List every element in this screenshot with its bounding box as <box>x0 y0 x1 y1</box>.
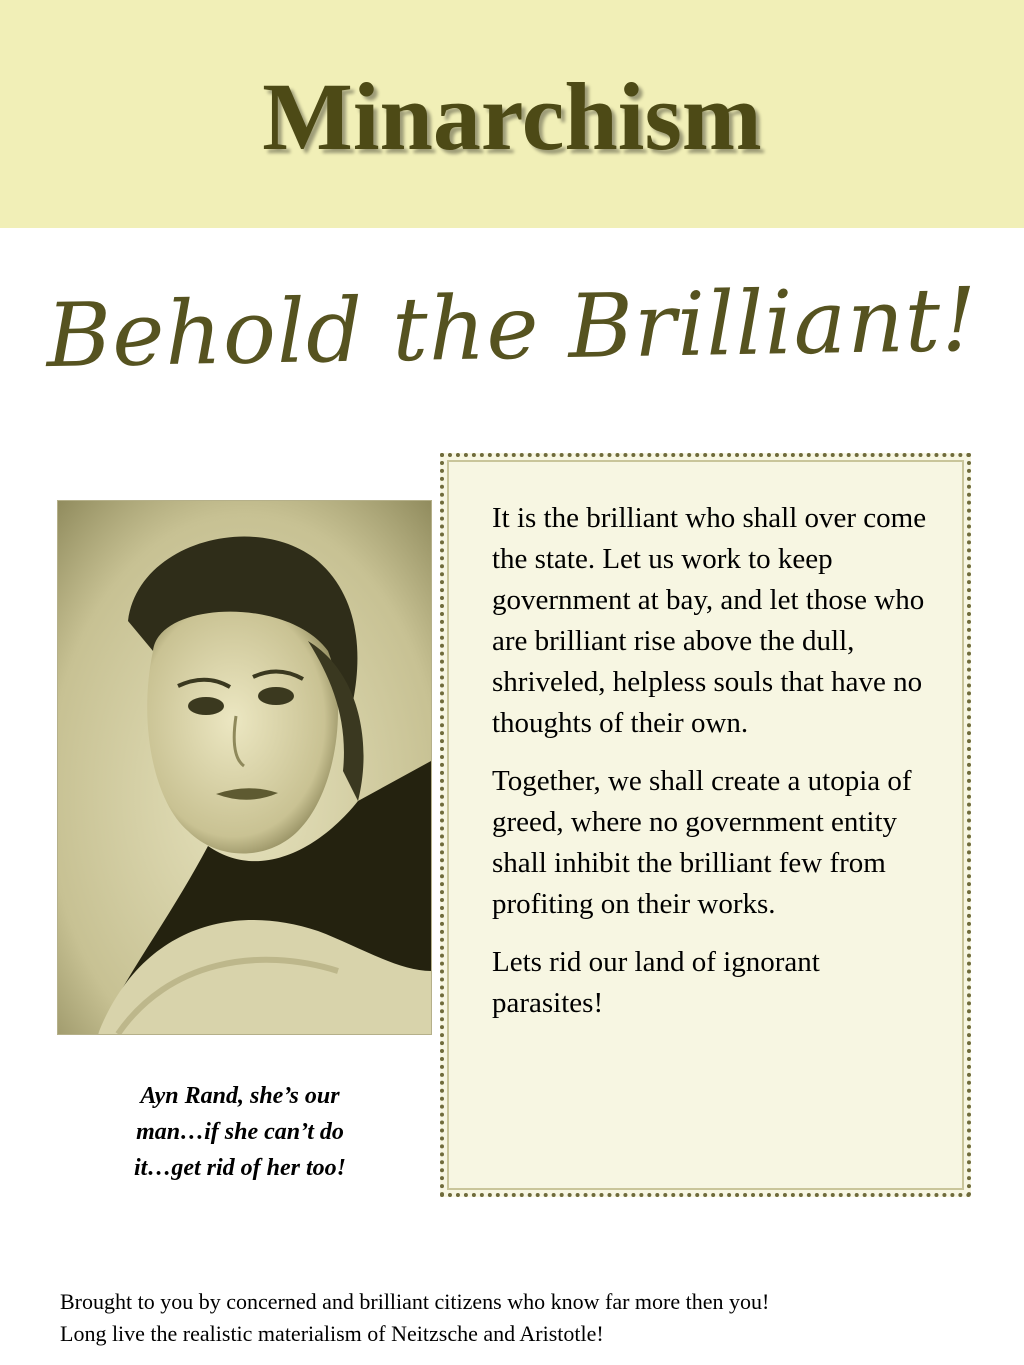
footer-line-2: Long live the realistic materialism of Neitzsche and Aristotle! <box>60 1321 604 1346</box>
footer-line-1: Brought to you by concerned and brilliant citizens who know far more then you! <box>60 1289 770 1314</box>
photo-caption <box>80 1078 400 1186</box>
caption-line-3: it…get rid of her too! <box>133 1155 346 1181</box>
paragraph-2: Together, we shall create a utopia of greed, where no government entity shall inhibit the brilliant few from profiting on their works. <box>492 765 912 920</box>
portrait-photo <box>57 500 432 1035</box>
paragraph-1: It is the brilliant who shall over come the state. Let us work to keep government at bay, and let those who are brilliant rise above the dull, shriveled, helpless souls that have no thoughts of their own. <box>492 502 927 739</box>
footer <box>60 1286 1000 1350</box>
paragraph-3: Lets rid our land of ignorant parasites! <box>492 946 820 1019</box>
caption-line-2: man…if she can’t do <box>136 1119 344 1145</box>
quote-box-text <box>492 498 932 1041</box>
subtitle: Behold the Brilliant! <box>45 267 979 388</box>
caption-line-1: Ayn Rand, she’s our <box>140 1083 340 1109</box>
page-title: Minarchism <box>262 63 762 170</box>
